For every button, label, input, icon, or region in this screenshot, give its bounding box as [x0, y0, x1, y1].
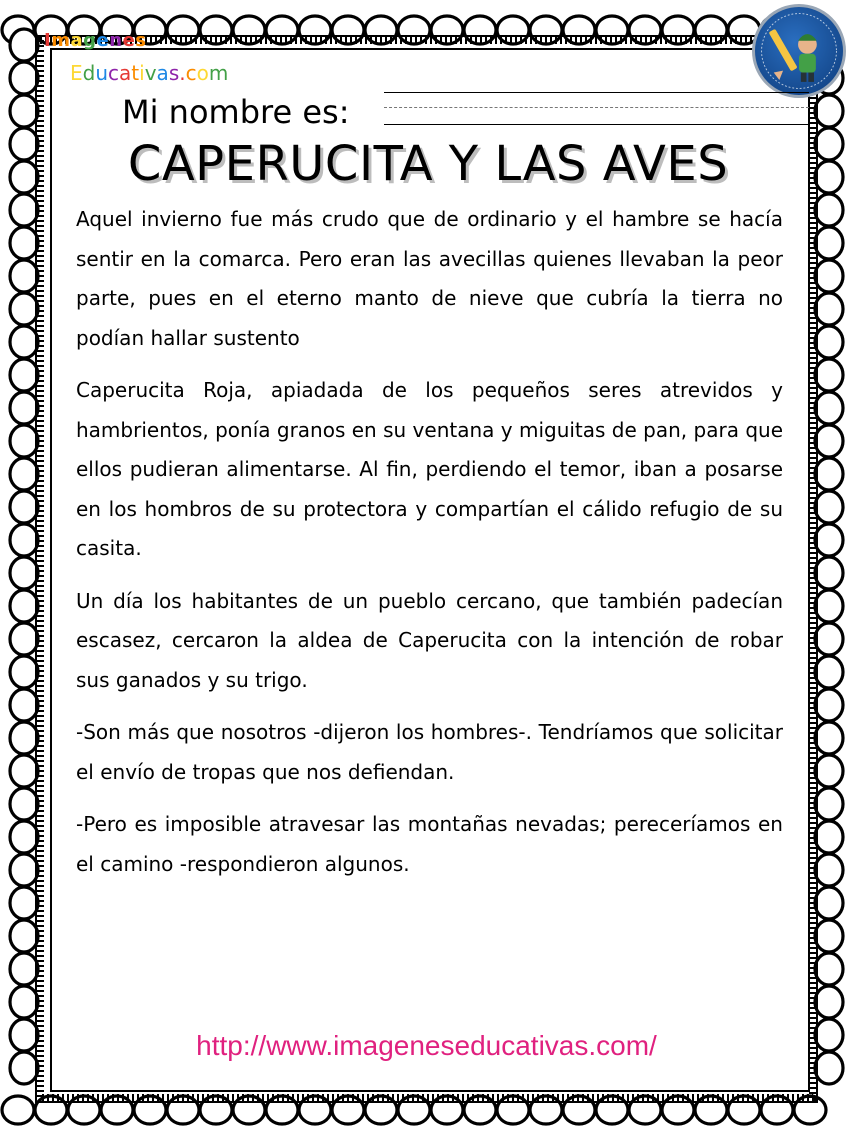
story-text: [76, 200, 783, 897]
name-label: Mi nombre es:: [122, 93, 350, 131]
paragraph: -Son más que nosotros -dijeron los hombres-. Tendríamos que solicitar el envío de tropas que nos defiendan.: [76, 720, 783, 784]
footer-url-link[interactable]: http://www.imageneseducativas.com/: [196, 1030, 657, 1061]
brand-logo-line2: Educativas.com: [70, 61, 229, 85]
paragraph: -Pero es imposible atravesar las montañas nevadas; pereceríamos en el camino -respondieron algunos.: [76, 812, 783, 876]
name-line-middle: [384, 107, 809, 108]
story-title: CAPERUCITA Y LAS AVES: [127, 136, 729, 192]
paragraph: Caperucita Roja, apiadada de los pequeños seres atrevidos y hambrientos, ponía granos en su ventana y miguitas de pan, para que ellos pudieran alimentarse. Al fin, perdiendo el temor, iban a posarse en los hombros de su protectora y compartían el cálido refugio de su casita.: [76, 378, 783, 560]
name-line-top: [384, 92, 809, 93]
paragraph: Un día los habitantes de un pueblo cercano, que también padecían escasez, cercaron la aldea de Caperucita con la intención de robar sus ganados y su trigo.: [76, 588, 783, 692]
name-line-bottom[interactable]: [384, 124, 809, 125]
pencil-kid-icon: [752, 4, 846, 98]
paragraph: Aquel invierno fue más crudo que de ordinario y el hambre se hacía sentir en la comarca. Pero eran las avecillas quienes llevaban la peor parte, pues en el eterno manto de nieve que cubría la tierra no podían hallar sustento: [76, 207, 783, 350]
brand-logo-line1: Imagenes: [44, 30, 147, 51]
